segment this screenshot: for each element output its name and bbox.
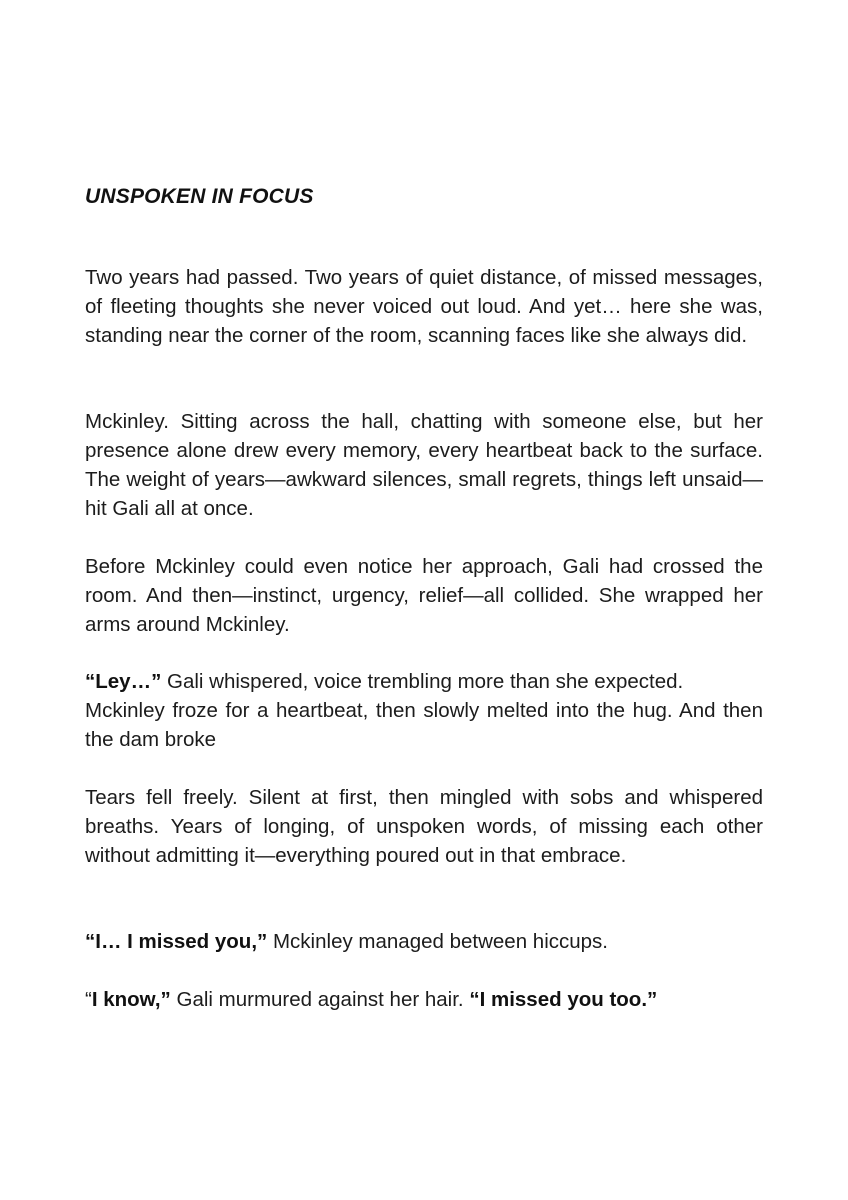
dialogue-i-missed-you: “I… I missed you,” [85,930,268,953]
dialogue-missed-you-too: “I missed you too.” [469,988,658,1011]
paragraph-6 [85,927,763,956]
document-title: UNSPOKEN IN FOCUS [85,185,314,208]
paragraph-3: Before Mckinley could even notice her approach, Gali had crossed the room. And then—instinct, urgency, relief—all collided. She wrapped her arms around Mckinley. [85,555,763,636]
paragraph-5: Tears fell freely. Silent at first, then mingled with sobs and whispered breaths. Years of longing, of unspoken words, of missing each other without admitting it—everything poured out in that embrace. [85,786,763,867]
narration-whispered: Gali whispered, voice trembling more than she expected. [161,670,684,693]
paragraph-2: Mckinley. Sitting across the hall, chatting with someone else, but her presence alone drew every memory, every heartbeat back to the surface. The weight of years—awkward silences, small regrets, things left unsaid—hit Gali all at once. [85,410,763,520]
narration-murmured: Gali murmured against her hair. [170,988,470,1011]
paragraph-7 [85,985,763,1014]
open-quote: “ [85,988,92,1011]
dialogue-ley: “Ley…” [85,670,162,693]
narration-managed: Mckinley managed between hiccups. [267,930,608,953]
dialogue-i-know: I know,” [91,988,171,1011]
paragraph-4-continuation: Mckinley froze for a heartbeat, then slowly melted into the hug. And then the dam broke [85,699,763,751]
paragraph-1: Two years had passed. Two years of quiet distance, of missed messages, of fleeting thoughts she never voiced out loud. And yet… here she was, standing near the corner of the room, scanning faces like she always did. [85,266,763,347]
paragraph-4 [85,667,763,754]
